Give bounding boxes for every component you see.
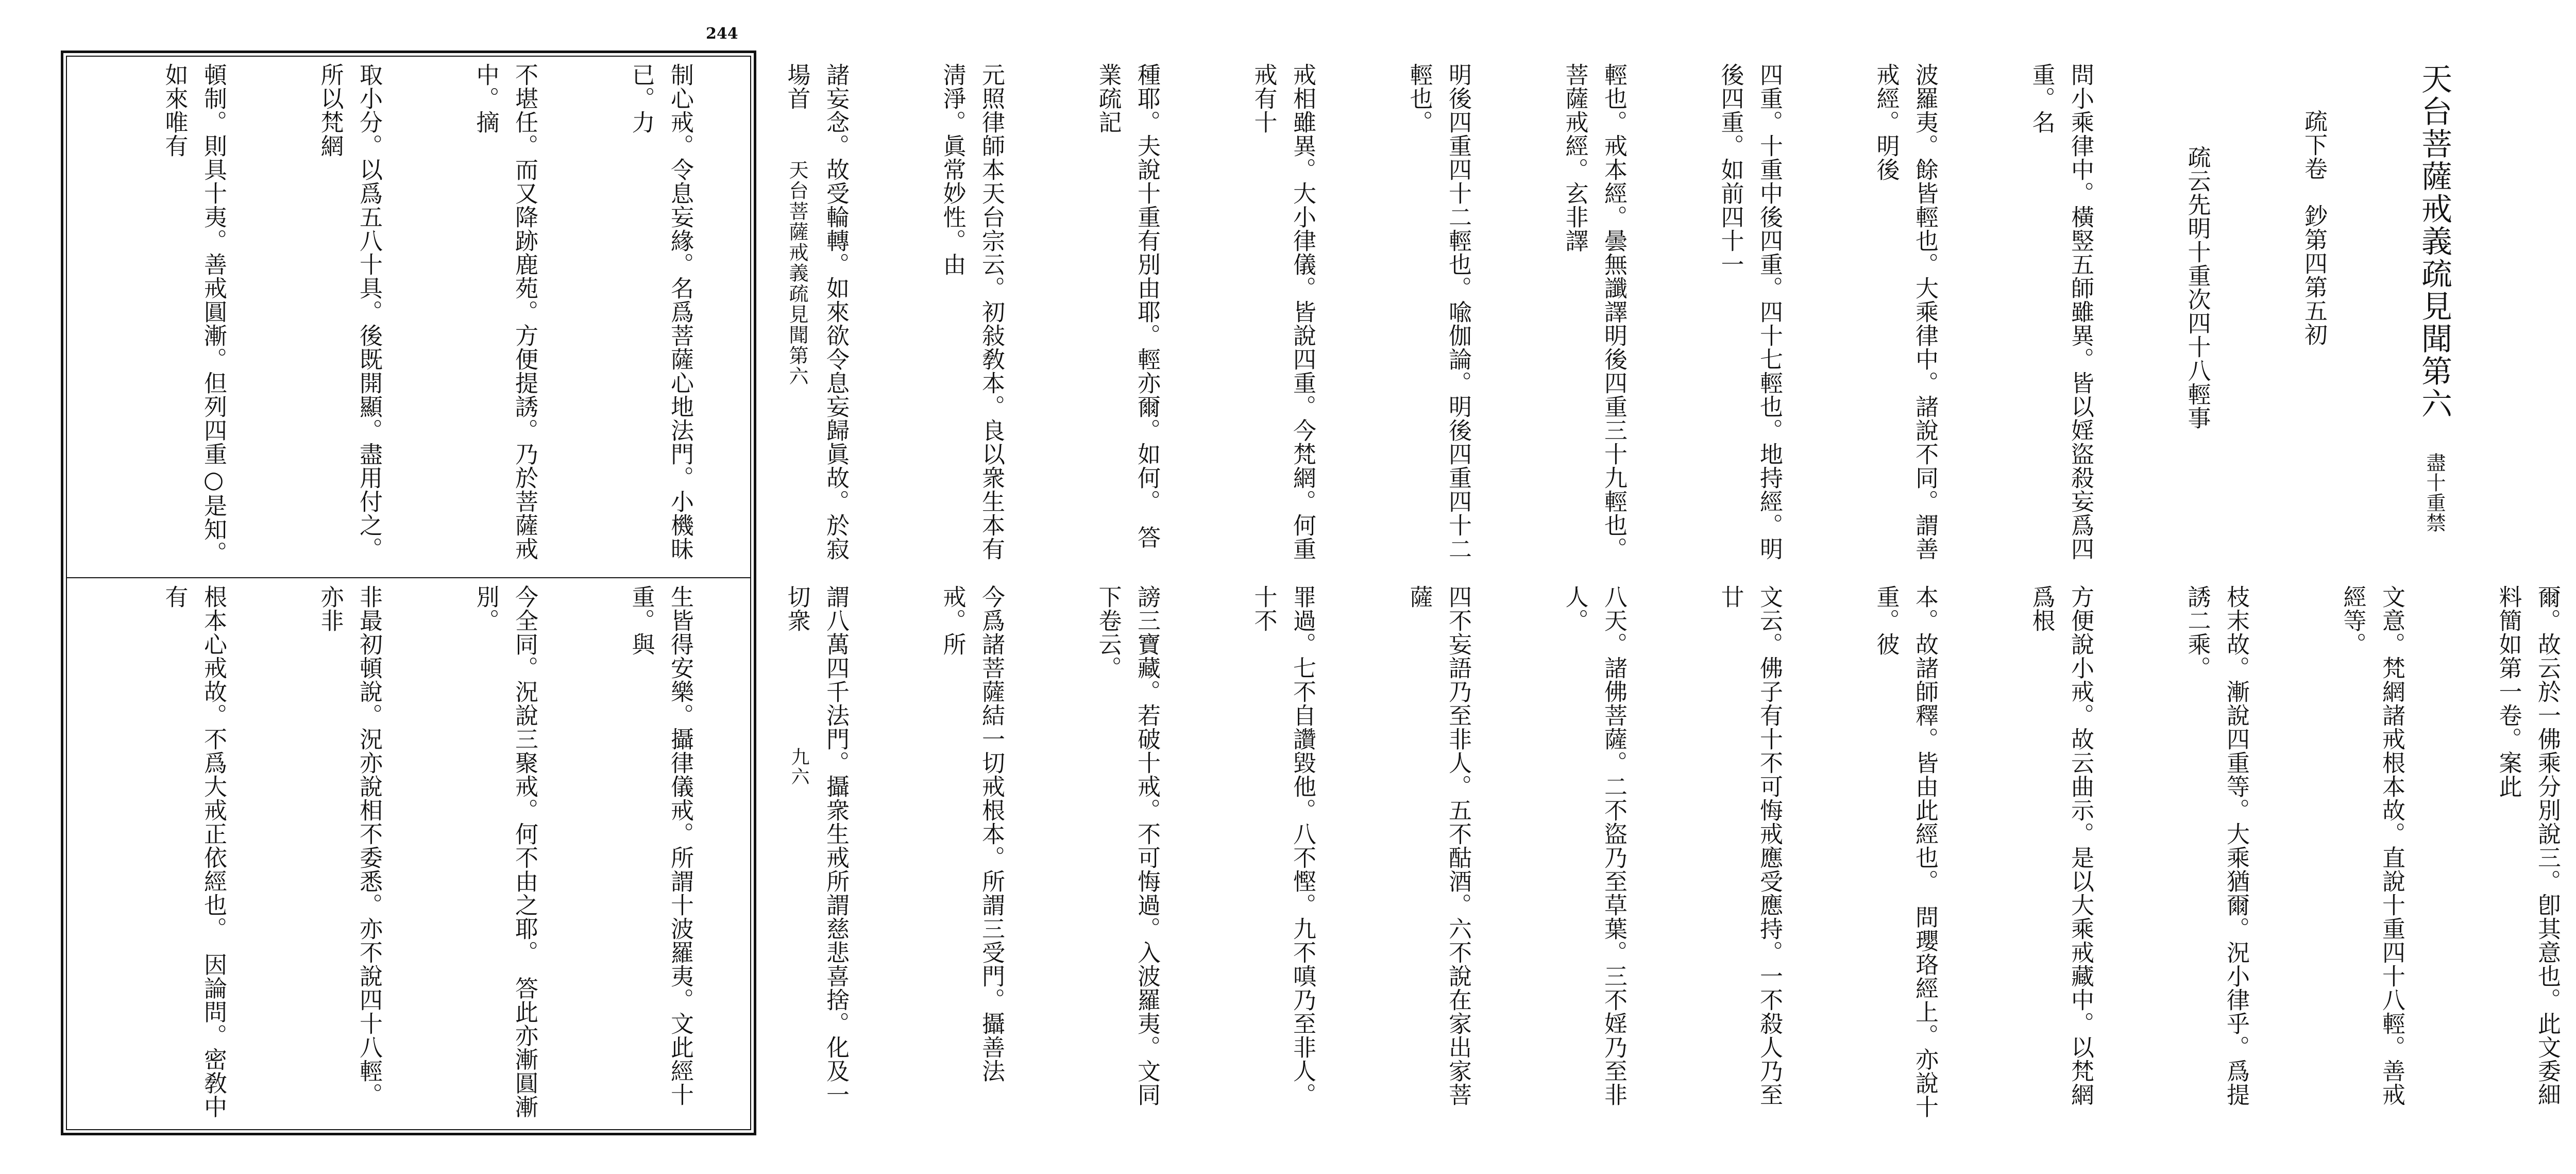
text-line: 今全同。況說三聚戒。何不由之耶。 答此亦漸圓漸別。 <box>472 585 538 1119</box>
text-line: 輕也。戒本經。曇無讖譯明後四重三十九輕也。菩薩戒經。玄非譯 <box>1561 63 1628 561</box>
text-line: 爾。故云於一佛乘分別說三。卽其意也。此文委細料簡如第一卷。案此 <box>2495 585 2561 1106</box>
text-line: 不堪任。而又降跡鹿苑。方便提誘。乃於菩薩戒中。摘 <box>472 63 538 561</box>
text-line: 諸妄念。故受輪轉。如來欲令息妄歸眞故。於寂場首 <box>783 63 850 561</box>
page-number: 244 <box>706 25 738 43</box>
bottom-text-block <box>77 585 2576 1126</box>
text-line: 本。故諸師釋。皆由此經也。 問瓔珞經上。亦說十重。彼 <box>1872 585 1939 1119</box>
text-line: 罪過。七不自讚毀他。八不慳。九不嗔乃至非人。十不 <box>1250 585 1316 1106</box>
text-line: 制心戒。令息妄緣。名爲菩薩心地法門。小機昧已。力 <box>628 63 694 561</box>
chapter-title: 天台菩薩戒義疏見聞第六 <box>2416 63 2452 420</box>
chapter-title-note: 盡十重禁 <box>2423 452 2446 533</box>
text-line: 非最初頓說。況亦說相不委悉。亦不說四十八輕。亦非 <box>316 585 383 1106</box>
top-text-block <box>77 63 2535 571</box>
text-line: 文云。佛子有十不可悔戒應受應持。一不殺人乃至廿 <box>1717 585 1783 1106</box>
text-line: 戒相雖異。大小律儀。皆說四重。今梵網。何重戒有十 <box>1250 63 1316 561</box>
topic-heading: 疏云先明十重次四十八輕事 <box>2183 145 2211 430</box>
text-line: 文意。梵網諸戒根本故。直說十重四十八輕。善戒經等。 <box>2339 585 2405 1106</box>
text-line: 謗三寶藏。若破十戒。不可悔過。入波羅夷。文同下卷云。 <box>1094 585 1161 1106</box>
folio-number: 九六 <box>788 747 809 786</box>
text-line: 問小乘律中。橫竪五師雖異。皆以婬盜殺妄爲四重。名 <box>2028 63 2094 561</box>
text-line: 明後四重四十二輕也。喩伽論。明後四重四十二輕也。 <box>1405 63 1472 561</box>
text-line: 謂八萬四千法門。攝衆生戒所謂慈悲喜捨。化及一切衆 <box>783 585 850 1106</box>
text-line: 頓制。則具十夷。善戒圓漸。但列四重○是知。如來唯有 <box>161 63 227 565</box>
text-line: 四重。十重中後四重。四十七輕也。地持經。明後四重。如前四十一 <box>1717 63 1783 561</box>
top-section <box>77 63 2452 571</box>
text-line: 今爲諸菩薩結一切戒根本。所謂三受門。攝善法戒。所 <box>939 585 1005 1083</box>
running-title: 天台菩薩戒義疏見聞第六 <box>786 160 808 387</box>
text-line: 八天。諸佛菩薩。二不盜乃至草葉。三不婬乃至非人。 <box>1561 585 1628 1106</box>
text-line: 元照律師本天台宗云。初敍敎本。良以衆生本有淸淨。眞常妙性。由 <box>939 63 1005 561</box>
text-line: 枝末故。漸說四重等。大乘猶爾。況小律乎。爲提誘二乘。 <box>2183 585 2250 1106</box>
text-line: 波羅夷。餘皆輕也。大乘律中。諸說不同。謂善戒經。明後 <box>1872 63 1939 561</box>
text-line: 種耶。夫說十重有別由耶。輕亦爾。如何。 答業疏記 <box>1094 63 1161 549</box>
text-line: 方便說小戒。故云曲示。是以大乘戒藏中。以梵網爲根 <box>2028 585 2094 1106</box>
section-divider <box>66 577 751 578</box>
text-line: 取小分。以爲五八十具。後既開顯。盡用付之。所以梵網 <box>316 63 383 561</box>
text-line: 生皆得安樂。攝律儀戒。所謂十波羅夷。文此經十重。與 <box>628 585 694 1106</box>
chapter-heading <box>2411 63 2458 571</box>
text-line: 根本心戒故。不爲大戒正依經也。 因論問。密敎中有 <box>161 585 227 1119</box>
text-line: 四不妄語乃至非人。五不酤酒。六不說在家出家菩薩 <box>1405 585 1472 1106</box>
juan-heading: 疏下卷 鈔第四第五初 <box>2300 109 2328 346</box>
